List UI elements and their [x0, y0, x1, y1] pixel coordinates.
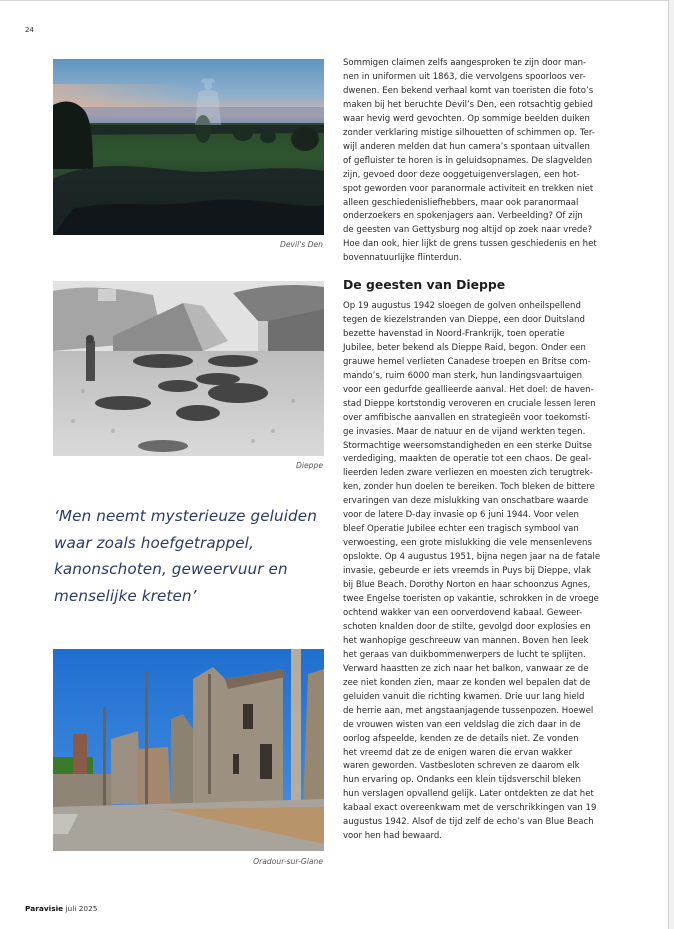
- text-line: oorlog afspeelde, kenden ze de details niet. Ze vonden: [343, 733, 579, 744]
- page-top-edge: [0, 0, 669, 1]
- text-line: grauwe hemel verlieten Canadese troepen en Britse com-: [343, 356, 591, 367]
- text-line: lieerden leden zware verliezen en moesten zich terugtrek-: [343, 468, 593, 479]
- oradour-image: [53, 649, 324, 851]
- text-line: voor hen had bewaard.: [343, 831, 443, 842]
- pull-quote-line: kanonschoten, geweervuur en: [54, 560, 288, 578]
- text-line: dwenen. Een bekend verhaal komt van toeristen die foto’s: [343, 85, 594, 96]
- text-line: voor de latere D-day invasie op 6 juni 1944. Voor velen: [343, 510, 579, 521]
- text-line: tegen de kiezelstranden van Dieppe, een door Duitsland: [343, 314, 585, 325]
- footer-magazine-name: Paravisie: [25, 904, 64, 913]
- text-line: Verward haastten ze zich naar het balkon, vanwaar ze de: [343, 663, 589, 674]
- photo-devils-den: [53, 59, 324, 235]
- text-line: verdediging, maakten de operatie tot een chaos. De geal-: [343, 454, 592, 465]
- text-line: stad Dieppe kortstondig veroveren en cruciale lessen leren: [343, 398, 596, 409]
- text-line: zee niet konden zien, maar ze konden wel bepalen dat de: [343, 677, 591, 688]
- text-line: geluiden vanuit die richting kwamen. Drie uur lang hield: [343, 691, 585, 702]
- photo-oradour-sur-glane: [53, 649, 324, 851]
- text-line: of gefluister te horen is in geluidsopnames. De slagvelden: [343, 155, 593, 166]
- text-line: de herrie aan, met angstaanjagende tussenpozen. Hoewel: [343, 705, 594, 716]
- text-line: hun ervaring op. Ondanks een klein tijdsverschil bleken: [343, 775, 581, 786]
- devils-den-image: [53, 59, 324, 235]
- text-line: verwoesting, een grote mislukking die vele mensenlevens: [343, 538, 592, 549]
- text-line: spot geworden voor paranormale activiteit en trekken niet: [343, 183, 594, 194]
- text-line: twee Engelse toeristen op vakantie, schrokken in de vroege: [343, 594, 599, 605]
- text-line: zijn, gevoed door deze ooggetuigenverslagen, een hot-: [343, 169, 580, 180]
- dieppe-image: [53, 281, 324, 456]
- text-line: zonder verklaring mistige silhouetten of schimmen op. Ter-: [343, 127, 595, 138]
- text-line: ervaringen van deze mislukking van onschatbare waarde: [343, 496, 589, 507]
- page-gutter: [669, 0, 674, 929]
- text-line: ochtend wakker van een oorverdovend kabaal. Geweer-: [343, 607, 583, 618]
- text-line: wijl anderen melden dat hun camera’s spontaan uitvallen: [343, 141, 590, 152]
- text-line: kabaal exact overeenkwam met de verschrikkingen van 19: [343, 803, 597, 814]
- text-line: hun verslagen opvallend gelijk. Later ontdekten ze dat het: [343, 789, 594, 800]
- text-line: ken, zonder hun doelen te bereiken. Toch bleken de bittere: [343, 482, 595, 493]
- text-line: mando’s, ruim 6000 man sterk, hun landingsvaartuigen: [343, 370, 583, 381]
- text-line: voor een gedurfde geallieerde aanval. Het doel: de haven-: [343, 384, 594, 395]
- section-heading: De geesten van Dieppe: [343, 277, 506, 292]
- text-line: het wanhopige geschreeuw van mannen. Boven hen leek: [343, 635, 589, 646]
- text-line: maken bij het beruchte Devil’s Den, een rotsachtig gebied: [343, 99, 593, 110]
- article-intro-paragraph: [343, 57, 663, 266]
- article-dieppe-paragraph: [343, 300, 663, 844]
- text-line: invasie, gebeurde er iets vreemds in Puys bij Dieppe, vlak: [343, 566, 592, 577]
- text-line: augustus 1942. Alsof de tijd zelf de echo’s van Blue Beach: [343, 817, 594, 828]
- text-line: de geesten van Gettysburg nog altijd op zoek naar vrede?: [343, 225, 593, 236]
- text-line: over amfibische aanvallen en strategieën voor toekomsti-: [343, 412, 591, 423]
- caption-dieppe: Dieppe: [296, 461, 323, 470]
- text-line: bleef Operatie Jubilee echter een tragisch symbool van: [343, 524, 579, 535]
- footer-issue-date: juli 2025: [65, 904, 98, 913]
- text-line: het geraas van duikbommenwerpers de lucht te splijten.: [343, 649, 586, 660]
- text-line: Op 19 augustus 1942 sloegen de golven onheilspellend: [343, 301, 581, 311]
- page-number: 24: [25, 26, 34, 34]
- pull-quote-line: ‘Men neemt mysterieuze geluiden: [54, 507, 317, 525]
- photo-dieppe: [53, 281, 324, 456]
- text-line: opslokte. Op 4 augustus 1951, bijna negen jaar na de fatale: [343, 552, 601, 563]
- caption-oradour-sur-glane: Oradour-sur-Glane: [253, 857, 323, 866]
- pull-quote: [54, 503, 344, 609]
- text-line: Sommigen claimen zelfs aangesproken te zijn door man-: [343, 58, 587, 68]
- text-line: nen in uniformen uit 1863, die vervolgens spoorloos ver-: [343, 71, 586, 82]
- page-footer: [25, 904, 98, 913]
- text-line: Hoe dan ook, hier lijkt de grens tussen geschiedenis en het: [343, 239, 597, 250]
- pull-quote-line: menselijke kreten’: [54, 586, 197, 605]
- text-line: onderzoekers en spokenjagers aan. Verbeelding? Of zijn: [343, 211, 583, 222]
- text-line: schoten knalden door de stilte, gevolgd door explosies en: [343, 621, 591, 632]
- pull-quote-line: waar zoals hoefgetrappel,: [54, 533, 254, 552]
- text-line: waren geworden. Vastbesloten schreven ze daarom elk: [343, 761, 580, 772]
- text-line: bezette havenstad in Noord-Frankrijk, toen operatie: [343, 328, 565, 339]
- text-line: bovennatuurlijke flinterdun.: [343, 253, 462, 264]
- caption-devils-den: Devil's Den: [279, 240, 323, 249]
- text-line: waar hevig werd gevochten. Op sommige beelden duiken: [343, 113, 590, 124]
- text-line: het vreemd dat ze de enigen waren die ervan wakker: [343, 747, 573, 758]
- text-line: ge invasies. Maar de natuur en de vijand werkten tegen.: [343, 426, 586, 437]
- text-line: Jubilee, beter bekend als Dieppe Raid, begon. Onder een: [343, 342, 586, 353]
- text-line: Stormachtige weersomstandigheden en een sterke Duitse: [343, 440, 593, 451]
- text-line: bij Blue Beach. Dorothy Norton en haar schoonzus Agnes,: [343, 580, 591, 591]
- text-line: de vrouwen wisten van een veldslag die zich daar in de: [343, 719, 581, 730]
- text-line: alleen geschiedenisliefhebbers, maar ook paranormaal: [343, 197, 579, 208]
